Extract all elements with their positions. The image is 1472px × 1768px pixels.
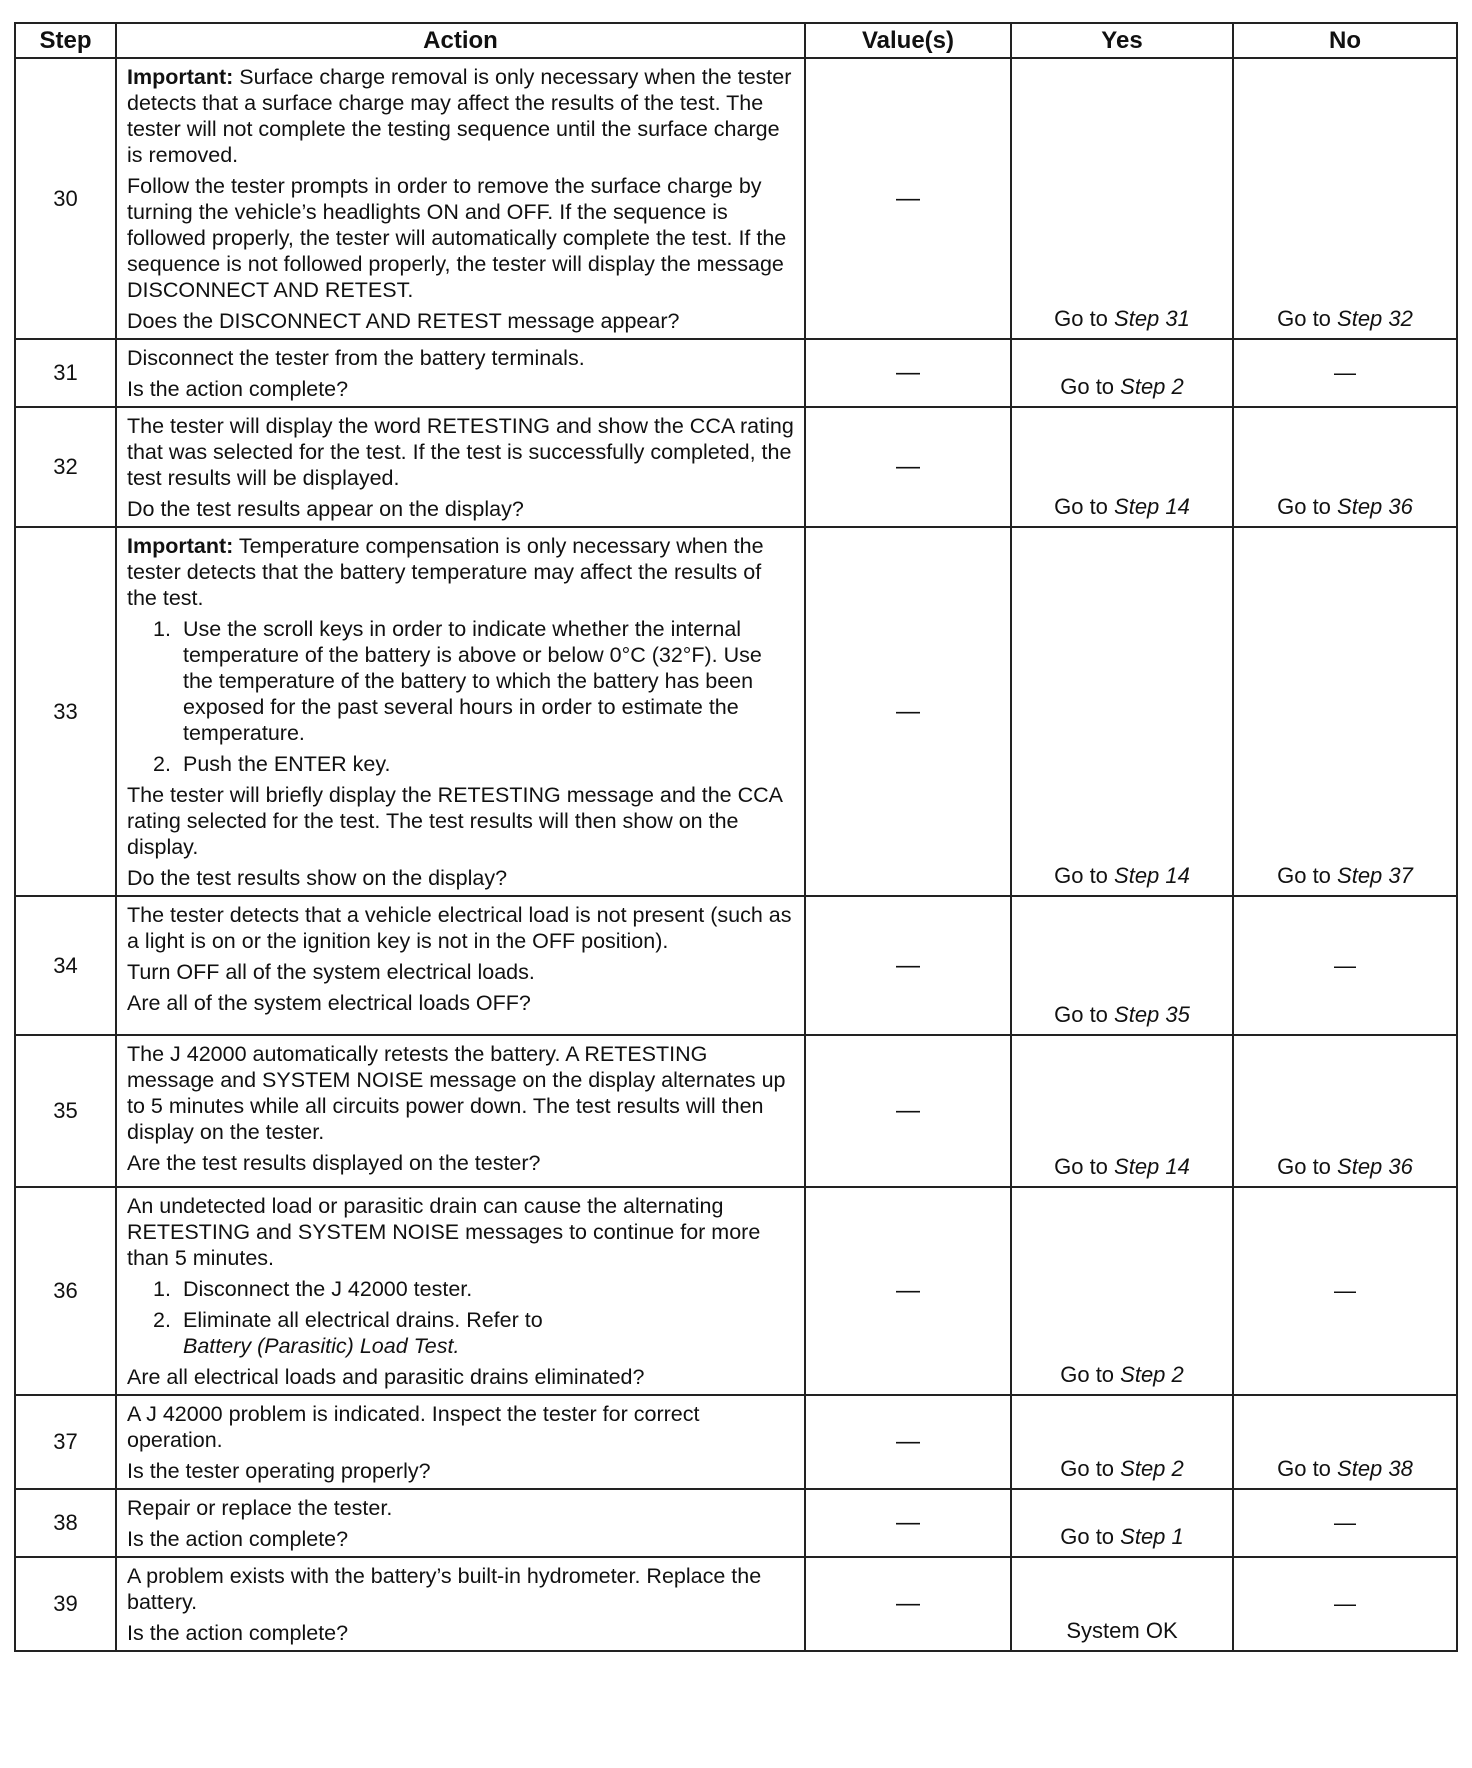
- action-paragraph: [127, 376, 794, 402]
- step-reference: Step 14: [1114, 494, 1190, 519]
- action-cell: [116, 896, 805, 1035]
- goto-prefix: Go to: [1054, 1002, 1115, 1027]
- action-paragraph: [127, 1401, 794, 1453]
- outcome-text: —: [1334, 1510, 1356, 1535]
- no-outcome: [1233, 1035, 1457, 1187]
- yes-outcome: [1011, 1489, 1233, 1557]
- substep-number: 2.: [153, 752, 171, 776]
- table-row: [15, 1035, 1457, 1187]
- step-number: 34: [15, 896, 116, 1035]
- yes-outcome: [1011, 896, 1233, 1035]
- important-label: Important:: [127, 534, 234, 558]
- diagnostic-table-page: [14, 22, 1456, 1652]
- goto-prefix: Go to: [1060, 1456, 1121, 1481]
- action-text: Is the action complete?: [127, 1527, 349, 1551]
- action-paragraph: [127, 1041, 794, 1145]
- outcome-text: System OK: [1066, 1618, 1178, 1643]
- value-cell: —: [805, 339, 1011, 407]
- goto-link: [1277, 1456, 1413, 1481]
- no-outcome: [1233, 58, 1457, 339]
- step-reference: Step 14: [1114, 1154, 1190, 1179]
- action-paragraph: [127, 413, 794, 491]
- header-step: Step: [15, 23, 116, 58]
- yes-outcome: [1011, 1035, 1233, 1187]
- no-outcome: [1233, 1395, 1457, 1489]
- action-paragraph: [127, 1364, 794, 1390]
- yes-outcome: [1011, 339, 1233, 407]
- goto-link: [1054, 863, 1190, 888]
- step-reference: Step 14: [1114, 863, 1190, 888]
- substep-text: [183, 751, 794, 777]
- goto-prefix: Go to: [1277, 863, 1338, 888]
- action-text: A J 42000 problem is indicated. Inspect the tester for correct operation.: [127, 1402, 700, 1452]
- step-reference: Step 2: [1120, 1456, 1184, 1481]
- goto-prefix: Go to: [1060, 374, 1121, 399]
- goto-prefix: Go to: [1277, 306, 1338, 331]
- value-cell: —: [805, 1395, 1011, 1489]
- substep-item: [127, 751, 794, 777]
- header-row: [15, 23, 1457, 58]
- table-row: [15, 58, 1457, 339]
- goto-link: [1060, 374, 1184, 399]
- step-reference: Step 36: [1337, 1154, 1413, 1179]
- procedure-reference: Battery (Parasitic) Load Test.: [183, 1334, 460, 1358]
- yes-outcome: [1011, 407, 1233, 527]
- outcome-text: —: [1334, 1278, 1356, 1303]
- value-cell: —: [805, 896, 1011, 1035]
- step-reference: Step 31: [1114, 306, 1190, 331]
- action-text: Surface charge removal is only necessary when the tester detects that a surface charge may affect the results of the test. The tester will not complete the testing sequence until the surface charge is removed.: [127, 65, 792, 167]
- substep-body: Eliminate all electrical drains. Refer to: [183, 1308, 543, 1332]
- action-text: The tester will display the word RETESTING and show the CCA rating that was selected for the test. If the test is successfully completed, the test results will be displayed.: [127, 414, 794, 490]
- table-row: [15, 1395, 1457, 1489]
- action-cell: [116, 407, 805, 527]
- substep-body: Use the scroll keys in order to indicate whether the internal temperature of the battery is above or below 0°C (32°F). Use the temperature of the battery to which the battery has been exposed for the past several hours in order to estimate the temperature.: [183, 617, 762, 745]
- step-reference: Step 1: [1120, 1524, 1184, 1549]
- action-cell: [116, 527, 805, 896]
- substep-item: [127, 1307, 794, 1359]
- value-cell: —: [805, 407, 1011, 527]
- action-substeps: [127, 1276, 794, 1359]
- action-text: Are all electrical loads and parasitic drains eliminated?: [127, 1365, 645, 1389]
- value-cell: —: [805, 1035, 1011, 1187]
- action-paragraph: [127, 990, 794, 1016]
- goto-link: [1060, 1362, 1184, 1387]
- value-cell: —: [805, 1557, 1011, 1651]
- step-reference: Step 2: [1120, 1362, 1184, 1387]
- step-reference: Step 38: [1337, 1456, 1413, 1481]
- step-number: 37: [15, 1395, 116, 1489]
- step-number: 39: [15, 1557, 116, 1651]
- action-text: Is the action complete?: [127, 377, 349, 401]
- action-text: Do the test results show on the display?: [127, 866, 508, 890]
- action-paragraph: [127, 1495, 794, 1521]
- action-paragraph: [127, 1458, 794, 1484]
- goto-prefix: Go to: [1054, 306, 1115, 331]
- no-outcome: [1233, 1557, 1457, 1651]
- goto-prefix: Go to: [1277, 494, 1338, 519]
- header-values: Value(s): [805, 23, 1011, 58]
- goto-prefix: Go to: [1277, 1154, 1338, 1179]
- table-body: [15, 58, 1457, 1651]
- table-row: [15, 339, 1457, 407]
- goto-link: [1054, 494, 1190, 519]
- important-label: Important:: [127, 65, 234, 89]
- goto-prefix: Go to: [1054, 863, 1115, 888]
- value-cell: —: [805, 527, 1011, 896]
- action-text: Repair or replace the tester.: [127, 1496, 393, 1520]
- step-number: 31: [15, 339, 116, 407]
- header-yes: Yes: [1011, 23, 1233, 58]
- table-row: [15, 407, 1457, 527]
- step-number: 36: [15, 1187, 116, 1395]
- step-number: 38: [15, 1489, 116, 1557]
- yes-outcome: [1011, 58, 1233, 339]
- table-row: [15, 1557, 1457, 1651]
- step-number: 35: [15, 1035, 116, 1187]
- action-paragraph: [127, 64, 794, 168]
- action-cell: [116, 1395, 805, 1489]
- action-paragraph: [127, 496, 794, 522]
- goto-prefix: Go to: [1060, 1362, 1121, 1387]
- goto-link: [1054, 1154, 1190, 1179]
- action-text: Disconnect the tester from the battery terminals.: [127, 346, 585, 370]
- no-outcome: [1233, 1489, 1457, 1557]
- goto-link: [1277, 306, 1413, 331]
- action-text: A problem exists with the battery’s built-in hydrometer. Replace the battery.: [127, 1564, 762, 1614]
- goto-prefix: Go to: [1054, 1154, 1115, 1179]
- value-cell: —: [805, 58, 1011, 339]
- action-cell: [116, 1035, 805, 1187]
- action-paragraph: [127, 308, 794, 334]
- substep-body: Disconnect the J 42000 tester.: [183, 1277, 473, 1301]
- action-paragraph: [127, 1193, 794, 1271]
- action-text: The tester will briefly display the RETESTING message and the CCA rating selected for the test. The test results will then show on the display.: [127, 783, 782, 859]
- outcome-text: —: [1334, 952, 1356, 978]
- goto-link: [1060, 1456, 1184, 1481]
- no-outcome: [1233, 527, 1457, 896]
- goto-link: [1277, 1154, 1413, 1179]
- action-text: An undetected load or parasitic drain can cause the alternating RETESTING and SYSTEM NOISE messages to continue for more than 5 minutes.: [127, 1194, 761, 1270]
- step-number: 32: [15, 407, 116, 527]
- yes-outcome: [1011, 1395, 1233, 1489]
- action-paragraph: [127, 1620, 794, 1646]
- substep-item: [127, 616, 794, 746]
- action-text: Is the tester operating properly?: [127, 1459, 431, 1483]
- action-paragraph: [127, 782, 794, 860]
- action-cell: [116, 58, 805, 339]
- goto-prefix: Go to: [1054, 494, 1115, 519]
- action-paragraph: [127, 959, 794, 985]
- action-text: The J 42000 automatically retests the battery. A RETESTING message and SYSTEM NOISE message on the display alternates up to 5 minutes while all circuits power down. The test results will then display on the tester.: [127, 1042, 786, 1144]
- table-row: [15, 1187, 1457, 1395]
- step-reference: Step 32: [1337, 306, 1413, 331]
- substep-number: 2.: [153, 1308, 171, 1332]
- substep-text: [183, 1307, 794, 1359]
- substep-text: [183, 1276, 794, 1302]
- action-text: Is the action complete?: [127, 1621, 349, 1645]
- action-paragraph: [127, 902, 794, 954]
- value-cell: —: [805, 1489, 1011, 1557]
- header-no: No: [1233, 23, 1457, 58]
- action-text: Are the test results displayed on the tester?: [127, 1151, 541, 1175]
- substep-text: [183, 616, 794, 746]
- goto-prefix: Go to: [1277, 1456, 1338, 1481]
- goto-link: [1060, 1524, 1184, 1549]
- goto-link: [1277, 863, 1413, 888]
- action-paragraph: [127, 1526, 794, 1552]
- yes-outcome: [1011, 1557, 1233, 1651]
- yes-outcome: [1011, 1187, 1233, 1395]
- action-text: Does the DISCONNECT AND RETEST message appear?: [127, 309, 680, 333]
- action-text: The tester detects that a vehicle electrical load is not present (such as a light is on or the ignition key is not in the OFF position).: [127, 903, 792, 953]
- action-paragraph: [127, 533, 794, 611]
- action-paragraph: [127, 1150, 794, 1176]
- outcome-text: —: [1334, 1591, 1356, 1616]
- table-row: [15, 1489, 1457, 1557]
- goto-prefix: Go to: [1060, 1524, 1121, 1549]
- substep-body: Push the ENTER key.: [183, 752, 391, 776]
- action-text: Turn OFF all of the system electrical loads.: [127, 960, 535, 984]
- action-paragraph: [127, 1563, 794, 1615]
- action-cell: [116, 1489, 805, 1557]
- step-number: 30: [15, 58, 116, 339]
- action-cell: [116, 1557, 805, 1651]
- table-row: [15, 527, 1457, 896]
- header-action: Action: [116, 23, 805, 58]
- action-cell: [116, 1187, 805, 1395]
- action-paragraph: [127, 173, 794, 303]
- goto-link: [1054, 1002, 1190, 1027]
- no-outcome: [1233, 339, 1457, 407]
- substep-item: [127, 1276, 794, 1302]
- step-reference: Step 35: [1114, 1002, 1190, 1027]
- table-row: [15, 896, 1457, 1035]
- substep-number: 1.: [153, 1277, 171, 1301]
- step-reference: Step 37: [1337, 863, 1413, 888]
- step-number: 33: [15, 527, 116, 896]
- step-reference: Step 36: [1337, 494, 1413, 519]
- goto-link: [1054, 306, 1190, 331]
- value-cell: —: [805, 1187, 1011, 1395]
- action-text: Temperature compensation is only necessary when the tester detects that the battery temperature may affect the results of the test.: [127, 534, 764, 610]
- action-paragraph: [127, 865, 794, 891]
- substep-number: 1.: [153, 617, 171, 641]
- action-text: Do the test results appear on the display?: [127, 497, 524, 521]
- action-text: Are all of the system electrical loads OFF?: [127, 991, 531, 1015]
- no-outcome: [1233, 1187, 1457, 1395]
- action-cell: [116, 339, 805, 407]
- goto-link: [1277, 494, 1413, 519]
- diagnostic-table: [14, 22, 1458, 1652]
- no-outcome: [1233, 407, 1457, 527]
- action-paragraph: [127, 345, 794, 371]
- outcome-text: —: [1334, 360, 1356, 385]
- action-substeps: [127, 616, 794, 777]
- no-outcome: [1233, 896, 1457, 1035]
- action-text: Follow the tester prompts in order to remove the surface charge by turning the vehicle’s headlights ON and OFF. If the sequence is followed properly, the tester will automatically complete the test. If the sequence is not followed properly, the tester will display the message DISCONNECT AND RETEST.: [127, 174, 787, 302]
- yes-outcome: [1011, 527, 1233, 896]
- step-reference: Step 2: [1120, 374, 1184, 399]
